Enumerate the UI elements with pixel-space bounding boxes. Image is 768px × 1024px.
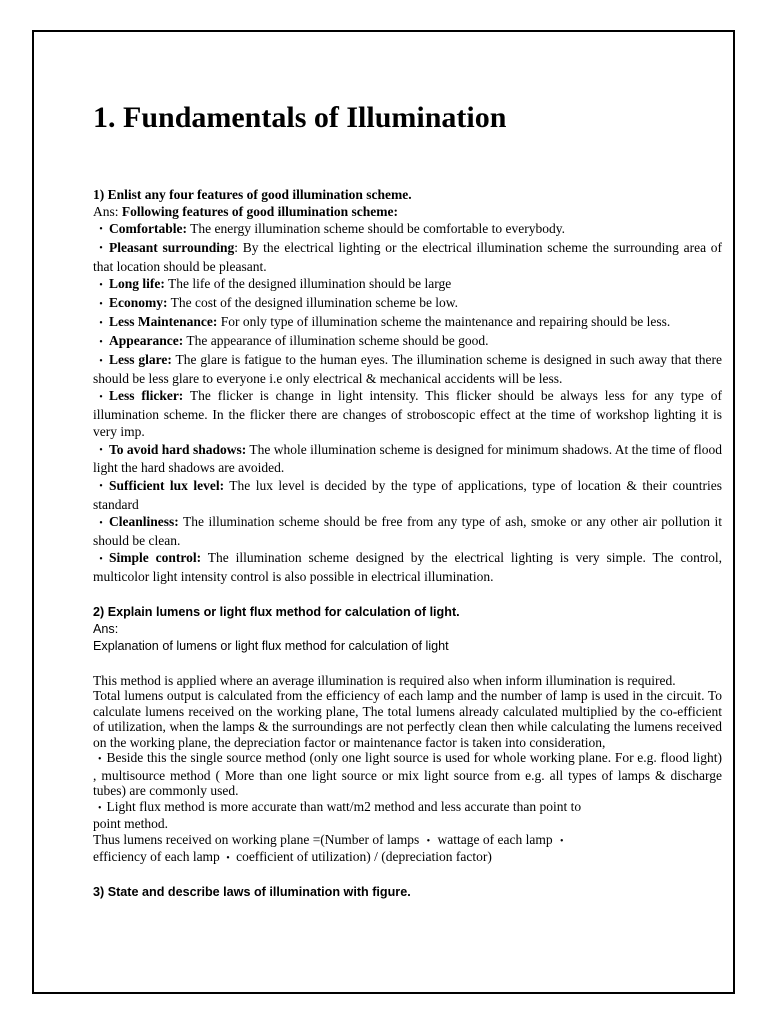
bullet-icon: • <box>99 517 103 529</box>
feature-term: Less flicker: <box>109 388 184 404</box>
feature-text: The cost of the designed illumination scheme be low. <box>167 295 459 311</box>
feature-text: : By the electrical lighting or the electrical illumination scheme the surrounding area of that location should be pleasant. <box>93 240 723 274</box>
bullet-icon: • <box>99 336 103 348</box>
feature-term: Less glare: <box>109 352 172 368</box>
bullet-icon: • <box>99 224 103 236</box>
feature-term: Appearance: <box>109 333 184 349</box>
answer-1-heading: Ans: Following features of good illumination scheme: <box>93 204 399 219</box>
feature-item <box>93 313 722 332</box>
feature-item <box>93 351 722 387</box>
paragraph-total-lumens: Total lumens output is calculated from the efficiency of each lamp and the number of lamp is used in the circuit. To calculate lumens received on the working plane, The total lumens already calculated multiplied by the co-efficient of utilization, when the lamps & the surroundings are not perfectly clean then while calculating the lumens received on the working plane, the depreciation factor or maintenance factor is taken into consideration, <box>93 688 722 750</box>
feature-item <box>93 275 722 294</box>
page-title: 1. Fundamentals of Illumination <box>93 101 507 134</box>
feature-item <box>93 387 722 440</box>
feature-item <box>93 513 722 549</box>
feature-text: For only type of illumination scheme the maintenance and repairing should be less. <box>217 314 671 330</box>
feature-term: Long life: <box>109 276 165 292</box>
feature-term: Pleasant surrounding <box>109 240 235 255</box>
feature-term: Less Maintenance: <box>109 314 218 330</box>
feature-term: Simple control: <box>109 550 202 566</box>
paragraph-method-intro: This method is applied where an average illumination is required also when inform illumination is required. <box>93 672 676 688</box>
feature-term: Comfortable: <box>109 221 187 236</box>
feature-item <box>93 220 722 239</box>
feature-term: Sufficient lux level: <box>109 478 225 494</box>
feature-text: The illumination scheme should be free from any type of ash, smoke or any other air pollution it should be clean. <box>93 514 722 548</box>
bullet-icon: • <box>99 445 103 457</box>
question-2: 2) Explain lumens or light flux method for calculation of light. <box>93 604 460 619</box>
bullet-icon: • <box>98 754 102 766</box>
feature-text: The whole illumination scheme is designed for minimum shadows. At the time of flood light the hard shadows are avoided. <box>93 441 722 476</box>
bullet-icon: • <box>99 481 103 493</box>
bullet-icon: • <box>99 298 103 310</box>
feature-item <box>93 441 722 477</box>
bullet-icon: • <box>99 553 103 565</box>
feature-item <box>93 332 722 351</box>
document-body <box>93 98 722 901</box>
feature-term: Cleanliness: <box>109 514 179 530</box>
feature-item <box>93 294 722 313</box>
feature-text: The energy illumination scheme should be comfortable to everybody. <box>186 221 566 236</box>
feature-term: Economy: <box>109 295 168 311</box>
answer-2-subheading: Explanation of lumens or light flux method for calculation of light <box>93 638 449 653</box>
feature-item <box>93 477 722 513</box>
bullet-icon: • <box>99 391 103 403</box>
bullet-icon: • <box>99 243 103 255</box>
features-list <box>93 220 722 585</box>
bullet-icon: • <box>426 835 431 847</box>
bullet-icon: • <box>98 802 102 814</box>
bullet-icon: • <box>560 835 564 847</box>
feature-text: The glare is fatigue to the human eyes. The illumination scheme is designed in such away that there should be less glare to everyone i.e only electrical & mechanical accidents will be less. <box>93 352 722 386</box>
bullet-icon: • <box>226 853 230 865</box>
question-1: 1) Enlist any four features of good illumination scheme. <box>93 187 412 202</box>
feature-text: The appearance of illumination scheme should be good. <box>183 333 489 349</box>
bullet-icon: • <box>99 279 103 291</box>
feature-term: To avoid hard shadows: <box>109 441 247 457</box>
formula-lumens: Thus lumens received on working plane =(Number of lamps • wattage of each lamp • efficiency of each lamp • coefficient of utilization) / (depreciation factor) <box>93 832 722 867</box>
paragraph-accuracy: • Light flux method is more accurate than watt/m2 method and less accurate than point to point method. <box>93 798 582 832</box>
answer-2-label: Ans: <box>93 621 119 636</box>
feature-item <box>93 239 722 275</box>
question-3: 3) State and describe laws of illumination with figure. <box>93 884 411 899</box>
bullet-icon: • <box>99 355 103 367</box>
bullet-icon: • <box>99 317 103 329</box>
feature-text: The flicker is change in light intensity. This flicker should be always less for any type of illumination scheme. In the flicker there are changes of stroboscopic effect at the time of workshop lighting it is very imp. <box>93 388 723 440</box>
paragraph-single-source: • Beside this the single source method (only one light source is used for whole working plane. For e.g. flood light) , multisource method ( More than one light source or mix light source from e.g. all types of lamps & discharge tubes) are commonly used. <box>93 750 722 799</box>
feature-text: The lux level is decided by the type of applications, type of location & their countries standard <box>93 478 722 512</box>
feature-item <box>93 549 722 585</box>
feature-text: The life of the designed illumination should be large <box>164 276 452 292</box>
feature-text: The illumination scheme designed by the electrical lighting is very simple. The control, multicolor light intensity control is also possible in electrical illumination. <box>93 550 723 584</box>
